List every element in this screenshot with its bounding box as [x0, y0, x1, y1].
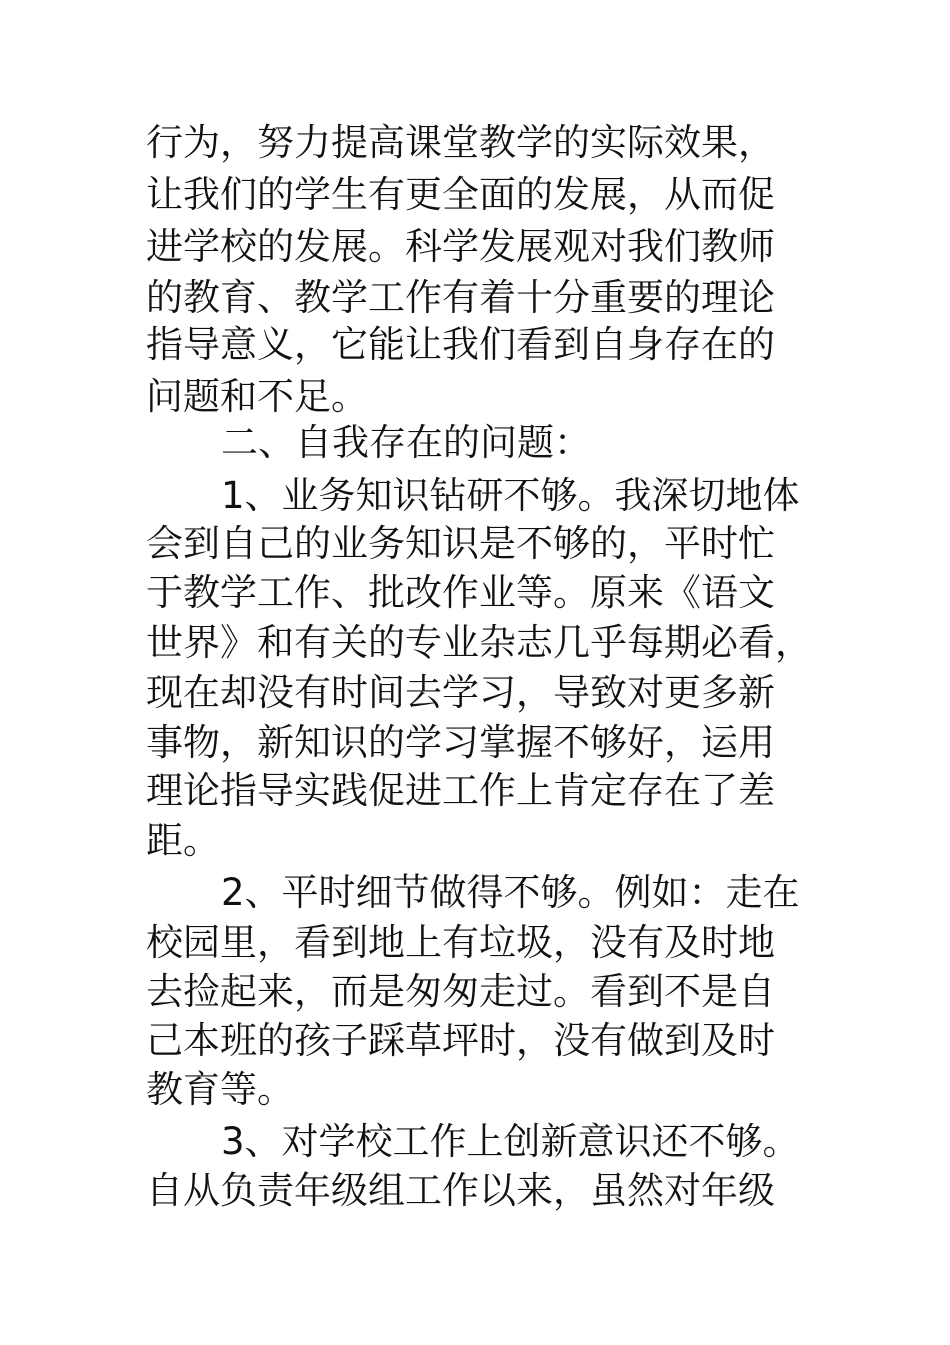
text-line: 事物，新知识的学习掌握不够好，运用	[146, 721, 775, 764]
text-line: 理论指导实践促进工作上肯定存在了差	[146, 769, 775, 812]
text-line: 1、业务知识钻研不够。我深切地体	[221, 474, 800, 517]
text-line: 行为，努力提高课堂教学的实际效果，	[146, 121, 775, 164]
text-line: 己本班的孩子踩草坪时，没有做到及时	[146, 1019, 775, 1062]
text-line: 自从负责年级组工作以来，虽然对年级	[146, 1169, 775, 1212]
text-line: 的教育、教学工作有着十分重要的理论	[146, 276, 775, 319]
text-line: 让我们的学生有更全面的发展，从而促	[146, 173, 775, 216]
text-line: 校园里，看到地上有垃圾，没有及时地	[146, 921, 775, 964]
text-line: 教育等。	[146, 1068, 294, 1111]
text-line: 世界》和有关的专业杂志几乎每期必看，	[146, 621, 812, 664]
text-line: 进学校的发展。科学发展观对我们教师	[146, 225, 775, 268]
text-line: 于教学工作、批改作业等。原来《语文	[146, 571, 775, 614]
text-line: 去捡起来，而是匆匆走过。看到不是自	[146, 970, 775, 1013]
text-line: 指导意义，它能让我们看到自身存在的	[146, 323, 775, 366]
text-line: 2、平时细节做得不够。例如：走在	[221, 871, 800, 914]
section-heading: 二、自我存在的问题：	[221, 421, 591, 464]
text-line: 3、对学校工作上创新意识还不够。	[221, 1120, 800, 1163]
text-line: 距。	[146, 819, 220, 862]
text-line: 问题和不足。	[146, 375, 368, 418]
text-line: 现在却没有时间去学习，导致对更多新	[146, 671, 775, 714]
text-line: 会到自己的业务知识是不够的，平时忙	[146, 522, 775, 565]
